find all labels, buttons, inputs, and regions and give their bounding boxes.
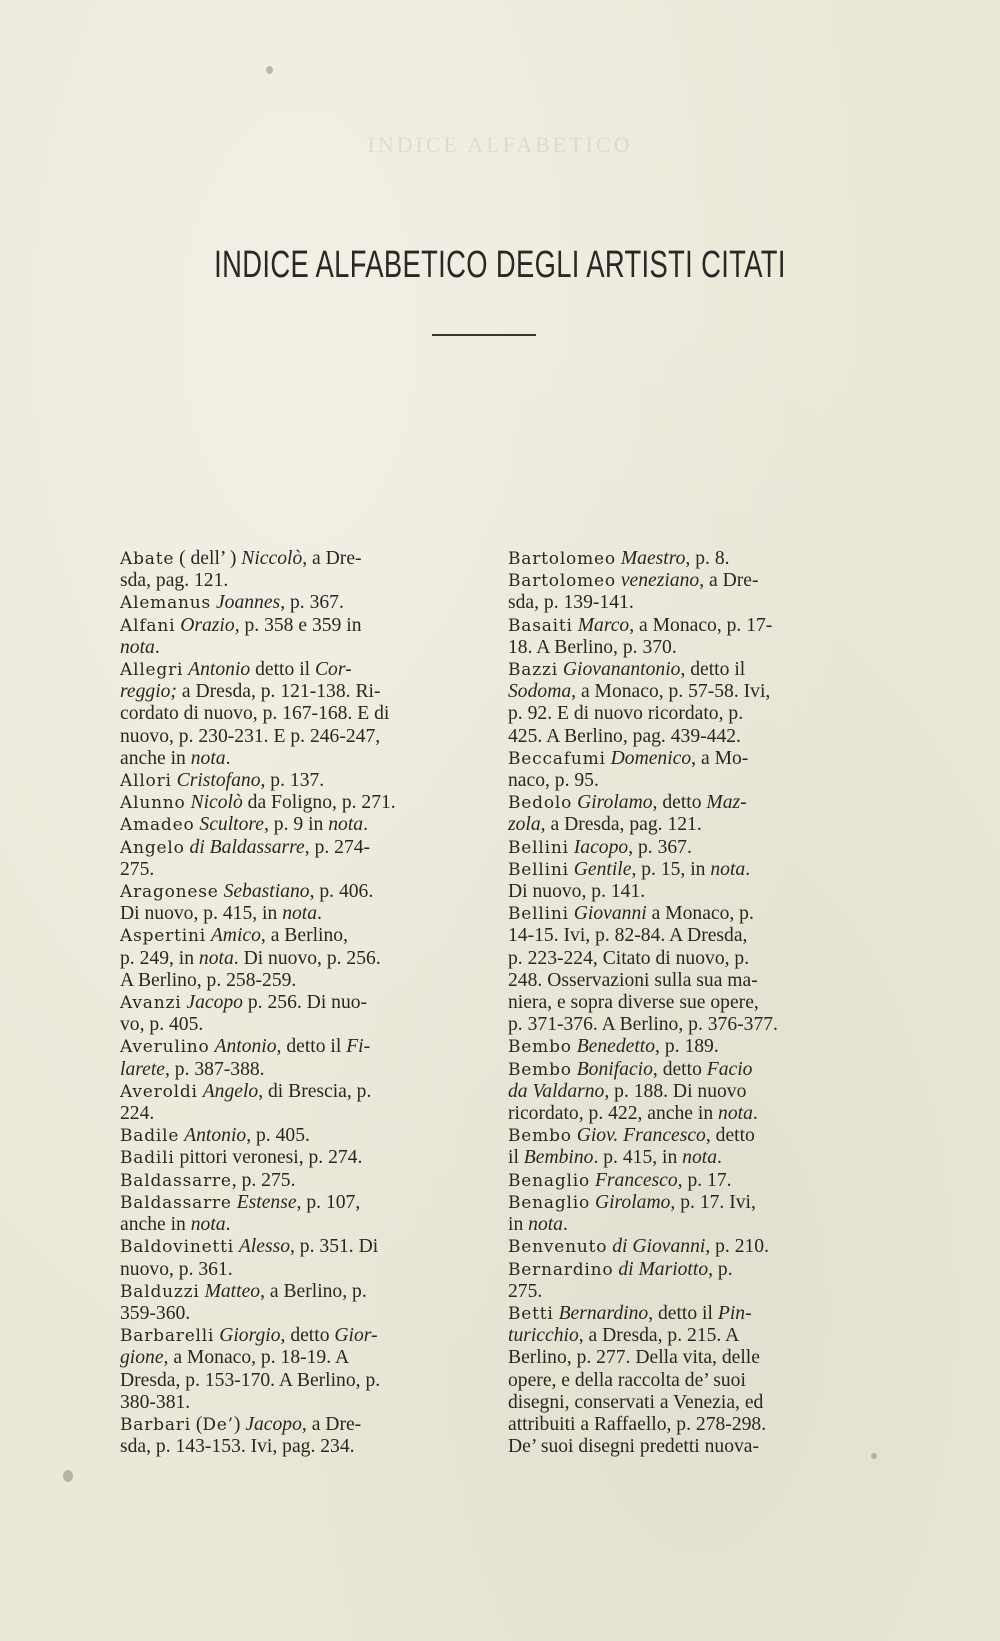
artist-surname: Basaiti	[508, 615, 573, 636]
entry-text: , p. 9 in	[264, 814, 329, 836]
artist-surname: Baldassarre	[120, 1192, 232, 1213]
artist-surname: Bazzi	[508, 660, 558, 681]
artist-surname: Alunno	[120, 793, 186, 814]
entry-text: , a Dresda, pag. 121.	[540, 814, 702, 836]
entry-text: Di nuovo, p. 141.	[508, 881, 646, 903]
entry-text: , p. 367.	[280, 592, 344, 614]
entry-italic: Benedetto	[576, 1036, 656, 1058]
entry-italic: nota	[710, 858, 746, 880]
artist-surname: Averoldi	[120, 1081, 198, 1102]
entry-italic: Scultore	[199, 814, 264, 836]
entry-text: , a Berlino, p.	[260, 1280, 367, 1302]
artist-surname: Badili	[120, 1148, 175, 1169]
entry-italic: Orazio	[180, 614, 235, 636]
entry-italic: nota	[198, 947, 234, 969]
entry-italic: Joannes	[215, 592, 281, 614]
entry-italic: Giov. Francesco	[576, 1125, 706, 1147]
entry-text: .	[745, 858, 751, 880]
artist-surname: Barbari	[120, 1414, 191, 1435]
entry-italic: Francesco	[594, 1169, 678, 1191]
entry-italic: Sebastiano	[223, 881, 310, 903]
index-entry	[120, 1236, 472, 1280]
entry-text: , p. 367.	[628, 836, 692, 858]
artist-surname: Badile	[120, 1126, 180, 1147]
index-entry	[508, 659, 860, 748]
entry-italic: Bembino	[523, 1147, 594, 1169]
entry-text: . p. 415, in	[593, 1147, 683, 1169]
entry-text: .	[363, 814, 368, 836]
entry-text: , p. 137.	[260, 770, 325, 792]
entry-text: , p.	[708, 1258, 733, 1280]
entry-italic: Cor-	[314, 659, 352, 681]
entry-italic: Gior-	[334, 1325, 378, 1347]
artist-surname: Avanzi	[120, 993, 182, 1014]
entry-text: , p. 189.	[655, 1036, 719, 1058]
entry-italic: reggio;	[120, 681, 177, 703]
entry-text: , p. 8.	[685, 548, 730, 569]
entry-text: , a Dre-	[699, 570, 759, 592]
entry-text: sda, p. 143-153. Ivi, pag. 234.	[120, 1436, 355, 1458]
entry-text: detto il	[250, 659, 315, 681]
index-entry	[120, 1281, 472, 1325]
entry-italic: Girolamo	[594, 1191, 671, 1213]
index-entry	[120, 1036, 472, 1080]
entry-italic: nota	[528, 1214, 563, 1236]
entry-text: Dresda, p. 153-170. A Berlino, p.	[120, 1369, 381, 1391]
artist-surname: Bernardino	[508, 1259, 614, 1280]
index-entry	[508, 1192, 860, 1236]
entry-text: p. 256. Di nuo-	[242, 992, 368, 1014]
index-entry	[508, 1059, 860, 1126]
entry-text: 275.	[508, 1280, 543, 1302]
artist-surname: Barbarelli	[120, 1326, 215, 1347]
entry-text: ( dell’ )	[174, 548, 242, 569]
entry-text: Di nuovo, p. 415, in	[120, 903, 283, 925]
index-entry	[120, 837, 472, 881]
index-entry	[508, 1036, 860, 1058]
index-entry	[120, 925, 472, 992]
entry-text: attribuiti a Raffaello, p. 278-298.	[508, 1413, 767, 1435]
entry-text: , a Dre-	[301, 1413, 362, 1435]
index-entry	[120, 1081, 472, 1125]
entry-text: (	[190, 1413, 203, 1435]
entry-text: , di Brescia, p.	[258, 1080, 372, 1102]
entry-italic: Niccolò	[241, 548, 303, 569]
entry-italic: zola	[508, 814, 541, 836]
entry-italic: turicchio	[508, 1325, 579, 1347]
entry-italic: nota	[190, 1214, 226, 1236]
index-entry	[120, 792, 472, 814]
entry-italic: Marco	[577, 614, 630, 636]
entry-text: sda, p. 139-141.	[508, 592, 634, 614]
artist-surname: Bembo	[508, 1037, 572, 1058]
entry-text: .	[225, 747, 231, 769]
entry-text: , detto	[652, 792, 707, 814]
entry-text: , p. 274-	[304, 836, 371, 858]
entry-text: A Berlino, p. 258-259.	[120, 969, 297, 991]
entry-text: , a Monaco, p. 17-	[629, 614, 773, 636]
index-entry	[120, 592, 472, 614]
entry-text: 425. A Berlino, pag. 439-442.	[508, 725, 741, 747]
entry-italic: Iacopo	[573, 836, 629, 858]
index-entry	[508, 570, 860, 614]
index-entry	[508, 859, 860, 903]
index-entry	[120, 1170, 472, 1192]
entry-italic: Maestro	[620, 548, 686, 569]
artist-surname: Alfani	[120, 615, 176, 636]
entry-text: . Di nuovo, p. 256.	[233, 947, 381, 969]
entry-text: , a Mo-	[691, 747, 749, 769]
entry-italic: nota	[718, 1103, 753, 1125]
index-entry	[120, 881, 472, 925]
artist-surname: Bembo	[508, 1126, 572, 1147]
entry-text: 248. Osservazioni sulla sua ma-	[508, 969, 758, 991]
entry-italic: Jacopo	[245, 1413, 302, 1435]
entry-italic: Cristofano	[176, 770, 261, 792]
entry-text: p. 223-224, Citato di nuovo, p.	[508, 947, 750, 969]
entry-text: 18. A Berlino, p. 370.	[508, 636, 677, 658]
entry-italic: Giovanni	[573, 903, 647, 925]
artist-surname: De’	[202, 1414, 234, 1435]
entry-text: disegni, conservati a Venezia, ed	[508, 1391, 764, 1413]
entry-text: .	[225, 1214, 231, 1236]
artist-surname: Aspertini	[120, 926, 206, 947]
entry-text: , p. 405.	[246, 1125, 310, 1147]
index-entry	[508, 1170, 860, 1192]
artist-surname: Bembo	[508, 1059, 572, 1080]
entry-text: , p. 406.	[309, 881, 374, 903]
entry-text: naco, p. 95.	[508, 770, 599, 792]
entry-italic: di Baldassarre	[189, 836, 305, 858]
entry-text: Berlino, p. 277. Della vita, delle	[508, 1347, 760, 1369]
entry-text: , p. 107,	[296, 1191, 361, 1213]
entry-italic: Estense	[236, 1191, 297, 1213]
entry-text: sda, pag. 121.	[120, 570, 229, 592]
artist-surname: Beccafumi	[508, 748, 606, 769]
entry-italic: Sodoma	[508, 681, 572, 703]
index-entry	[120, 548, 472, 592]
index-entry	[120, 1192, 472, 1236]
artist-surname: Bedolo	[508, 793, 573, 814]
entry-text: il	[508, 1147, 524, 1169]
entry-text: , detto	[652, 1058, 707, 1080]
entry-text: , p. 210.	[705, 1236, 769, 1258]
entry-text: anche in	[120, 1214, 191, 1236]
artist-surname: Allegri	[120, 660, 184, 681]
entry-text: .	[562, 1214, 568, 1236]
index-entry	[508, 548, 860, 570]
entry-text: .	[717, 1147, 722, 1169]
index-entry	[120, 615, 472, 659]
index-entry	[508, 748, 860, 792]
entry-italic: Gentile	[573, 858, 632, 880]
index-entry	[120, 814, 472, 836]
entry-italic: Domenico	[610, 747, 692, 769]
entry-italic: Giorgio	[219, 1325, 281, 1347]
entry-text: a Monaco, p.	[646, 903, 754, 925]
entry-italic: Bonifacio	[576, 1058, 653, 1080]
entry-text: , p. 188. Di nuovo	[604, 1080, 747, 1102]
entry-italic: nota	[328, 814, 364, 836]
artist-surname: Benaglio	[508, 1170, 591, 1191]
entry-italic: Girolamo	[577, 792, 653, 814]
entry-text: nuovo, p. 361.	[120, 1258, 233, 1280]
entry-italic: Facio	[706, 1058, 753, 1080]
artist-surname: Bellini	[508, 837, 569, 858]
entry-text: nuovo, p. 230-231. E p. 246-247,	[120, 725, 381, 747]
artist-surname: Alemanus	[120, 593, 212, 614]
index-entry	[120, 1414, 472, 1458]
index-entry	[508, 615, 860, 659]
entry-text: .	[752, 1103, 758, 1125]
index-entry	[508, 1259, 860, 1303]
artist-surname: Baldovinetti	[120, 1237, 234, 1258]
index-entry	[508, 837, 860, 859]
entry-text: , a Dresda, p. 215. A	[578, 1325, 740, 1347]
entry-italic: da Valdarno	[508, 1080, 605, 1102]
entry-text: 359-360.	[120, 1302, 191, 1324]
entry-italic: Bernardino	[558, 1302, 649, 1324]
index-column-right	[508, 548, 860, 1458]
entry-italic: Alesso	[238, 1236, 290, 1258]
entry-italic: di Giovanni	[612, 1236, 706, 1258]
entry-text: in	[508, 1214, 529, 1236]
entry-italic: Nicolò	[190, 792, 243, 814]
index-entry	[120, 659, 472, 770]
index-entry	[120, 1125, 472, 1147]
entry-text: , detto il	[276, 1036, 347, 1058]
entry-text: .	[154, 636, 160, 658]
artist-surname: Bartolomeo	[508, 549, 616, 569]
entry-italic: nota	[682, 1147, 718, 1169]
artist-surname: Betti	[508, 1303, 554, 1324]
entry-text: .	[317, 903, 322, 925]
page-title: INDICE ALFABETICO DEGLI ARTISTI CITATI	[214, 244, 786, 286]
bleed-through-header: INDICE ALFABETICO	[367, 132, 633, 157]
entry-text: , p. 275.	[231, 1169, 296, 1191]
artist-surname: Angelo	[120, 837, 185, 858]
artist-surname: Bartolomeo	[508, 571, 616, 592]
entry-italic: Fi-	[346, 1036, 371, 1058]
entry-italic: Antonio	[214, 1036, 277, 1058]
entry-italic: veneziano	[620, 570, 700, 592]
entry-text: , a Berlino,	[260, 925, 348, 947]
entry-text: a Dresda, p. 121-138. Ri-	[176, 681, 381, 703]
artist-surname: Abate	[120, 549, 175, 569]
entry-text: 380-381.	[120, 1391, 191, 1413]
artist-surname: Aragonese	[120, 882, 219, 903]
ink-spot	[871, 1453, 877, 1459]
artist-surname: Amadeo	[120, 815, 195, 836]
entry-text: , p. 17. Ivi,	[670, 1191, 756, 1213]
index-entry	[120, 992, 472, 1036]
index-entry	[508, 1125, 860, 1169]
entry-text: p. 92. E di nuovo ricordato, p.	[508, 703, 744, 725]
ink-spot	[266, 66, 273, 74]
index-entry	[120, 770, 472, 792]
entry-italic: nota	[282, 903, 318, 925]
entry-text: , a Monaco, p. 18-19. A	[163, 1347, 350, 1369]
index-entry	[508, 903, 860, 1036]
entry-italic: larete	[120, 1058, 165, 1080]
entry-text: , p. 351. Di	[290, 1236, 379, 1258]
ink-spot	[63, 1470, 73, 1482]
entry-text: opere, e della raccolta de’ suoi	[508, 1369, 746, 1391]
index-entry	[120, 1147, 472, 1169]
entry-italic: Amico	[210, 925, 261, 947]
entry-italic: Angelo	[202, 1080, 259, 1102]
artist-surname: Bellini	[508, 859, 569, 880]
entry-text: cordato di nuovo, p. 167-168. E di	[120, 703, 390, 725]
entry-text: da Foligno, p. 271.	[242, 792, 396, 814]
entry-italic: nota	[190, 747, 226, 769]
entry-italic: nota	[120, 636, 155, 658]
entry-text: , detto il	[648, 1302, 718, 1324]
entry-text: , detto	[705, 1125, 755, 1147]
entry-text: , p. 17.	[677, 1169, 732, 1191]
artist-surname: Averulino	[120, 1037, 210, 1058]
entry-text: p. 249, in	[120, 947, 199, 969]
entry-text: , detto	[280, 1325, 335, 1347]
index-entry	[508, 1236, 860, 1258]
title-rule	[432, 334, 536, 336]
artist-surname: Baldassarre	[120, 1170, 232, 1191]
entry-text: vo, p. 405.	[120, 1014, 204, 1036]
entry-text: De’ suoi disegni predetti nuova-	[508, 1436, 760, 1458]
entry-text: pittori veronesi, p. 274.	[174, 1147, 363, 1169]
entry-text: p. 371-376. A Berlino, p. 376-377.	[508, 1014, 778, 1036]
entry-text: , a Dre-	[302, 548, 362, 569]
entry-text: 275.	[120, 858, 155, 880]
entry-text: 224.	[120, 1103, 155, 1125]
artist-surname: Benaglio	[508, 1192, 591, 1213]
entry-italic: Maz-	[706, 792, 747, 814]
entry-text: , p. 15, in	[631, 858, 711, 880]
artist-surname: Allori	[120, 771, 172, 792]
entry-text: )	[233, 1413, 246, 1435]
entry-text: , a Monaco, p. 57-58. Ivi,	[571, 681, 771, 703]
artist-surname: Balduzzi	[120, 1281, 200, 1302]
entry-text: , detto il	[680, 659, 746, 681]
entry-text: anche in	[120, 747, 191, 769]
entry-italic: Pin-	[717, 1302, 752, 1324]
entry-text: , p. 358 e 359 in	[234, 614, 362, 636]
entry-text: , p. 387-388.	[164, 1058, 265, 1080]
entry-italic: Antonio	[188, 659, 251, 681]
index-entry	[120, 1325, 472, 1414]
entry-italic: Antonio	[184, 1125, 247, 1147]
entry-text: ricordato, p. 422, anche in	[508, 1103, 719, 1125]
index-entry	[508, 1303, 860, 1458]
artist-surname: Bellini	[508, 904, 569, 925]
index-entry	[508, 792, 860, 836]
entry-italic: Matteo	[204, 1280, 261, 1302]
entry-italic: gione	[120, 1347, 164, 1369]
artist-surname: Benvenuto	[508, 1237, 608, 1258]
entry-text: niera, e sopra diverse sue opere,	[508, 992, 759, 1014]
entry-italic: Jacopo	[186, 992, 243, 1014]
entry-text: 14-15. Ivi, p. 82-84. A Dresda,	[508, 925, 748, 947]
index-column-left	[120, 548, 472, 1458]
entry-italic: di Mariotto	[618, 1258, 709, 1280]
entry-italic: Giovanantonio	[562, 659, 681, 681]
